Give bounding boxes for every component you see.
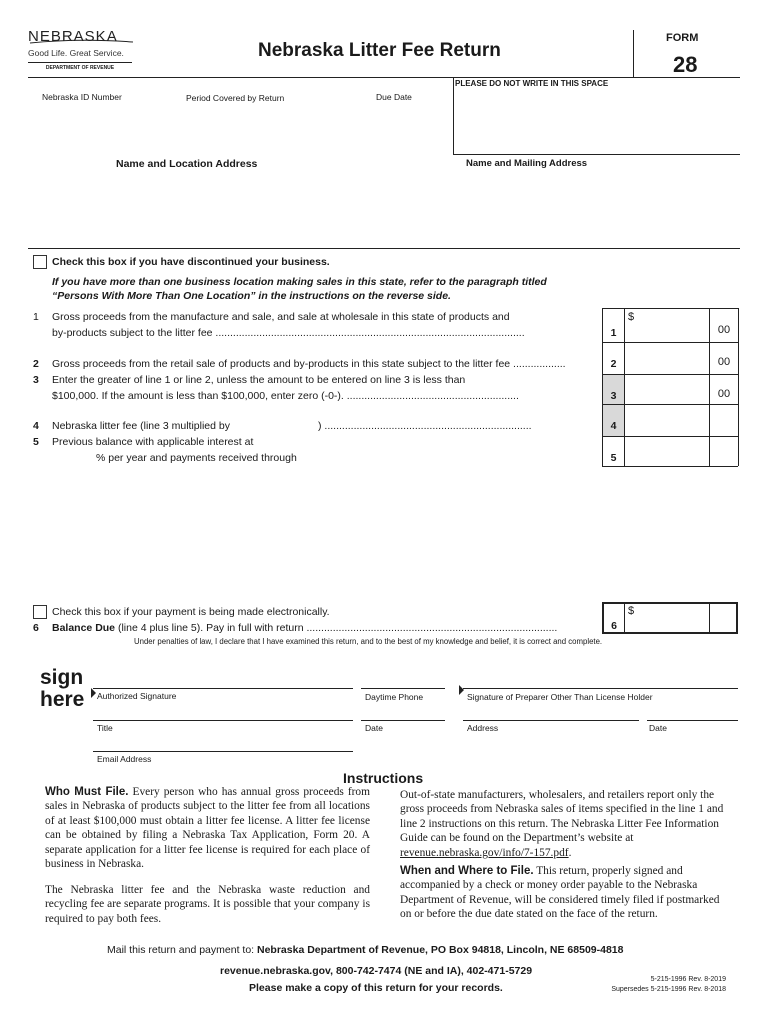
line6-bold: Balance Due [52,622,116,634]
address-field[interactable] [465,702,637,720]
guide-link[interactable]: revenue.nebraska.gov/info/7-157.pdf [400,846,569,859]
line6-number: 6 [33,622,39,634]
line4-rate-field[interactable] [246,418,316,432]
name-mailing-label: Name and Mailing Address [466,158,588,169]
line2-number: 2 [33,358,39,370]
name-location-label: Name and Location Address [116,158,258,170]
email-label: Email Address [97,754,152,764]
name-location-field[interactable] [40,172,440,242]
page-title: Nebraska Litter Fee Return [258,40,501,61]
line4-text-a: Nebraska litter fee (line 3 multiplied by [52,420,230,432]
preparer-sig-arrow-icon [459,685,464,695]
logo-tagline: Good Life. Great Service. [28,48,124,58]
contact-line: revenue.nebraska.gov, 800-742-7474 (NE and IA), 402-471-5729 [220,965,533,977]
due-date-label: Due Date [376,92,412,102]
line3-number: 3 [33,374,39,386]
previous-balance-detail-area[interactable] [40,470,600,595]
line2-amount-field[interactable] [625,343,709,374]
line1-cents: 00 [717,324,731,336]
email-field[interactable] [95,734,351,751]
line5-number: 5 [33,436,39,448]
line3-amount-field[interactable] [625,375,709,404]
phone-field[interactable] [363,668,445,688]
who-must-file-text: Every person who has annual gross proceeds from sales in Nebraska of products subject to the litter fee from all locations of at least $100,000 must obtain a litter fee license. A litter fee license can be obtained by filing a Nebraska Tax Application, Form 20. A separate application for a litter fee license is required for each place of business in Nebraska. [45,786,370,871]
electronic-payment-label: Check this box if your payment is being made electronically. [52,606,330,618]
out-of-state-paragraph [400,788,726,860]
line1-number: 1 [33,311,39,323]
logo-department: DEPARTMENT OF REVENUE [45,65,115,71]
discontinued-checkbox[interactable] [33,255,47,269]
line5-date-field[interactable] [314,450,414,464]
line5-text-b: % per year and payments received through [96,452,297,464]
line2-box-number: 2 [610,358,617,370]
auth-sig-arrow-icon [91,688,96,698]
when-where-text: This return, properly signed and accompanied by a check or money order payable to the Nebraska Department of Revenue, will be considered timely filed if postmarked on or before the due date stated on the face of the return. [400,865,720,921]
id-number-label: Nebraska ID Number [42,92,122,102]
mail-prefix: Mail this return and payment to: [107,944,255,956]
line5-box-number: 5 [610,452,617,464]
line4-box-number: 4 [610,420,617,432]
discontinued-label: Check this box if you have discontinued your business. [52,256,330,268]
line6-dollar-sign: $ [628,605,635,617]
logo-word: NEBRASKA [28,28,118,45]
line5-interest-field[interactable] [52,450,94,464]
nebraska-logo [28,28,136,71]
preparer-sig-field[interactable] [465,668,737,688]
line5-amount-field[interactable] [625,437,709,466]
line6-amount-field[interactable] [625,604,709,632]
title-field[interactable] [95,702,351,720]
line1-amount-field[interactable] [625,309,709,342]
line6-label [52,622,600,634]
period-label: Period Covered by Return [186,93,285,103]
when-where-heading: When and Where to File. [400,865,534,877]
sign-word: sign [40,666,84,689]
date2-label: Date [649,723,667,733]
form-label: FORM [666,32,699,44]
period-field[interactable] [184,104,364,144]
phone-label: Daytime Phone [365,692,424,702]
guide-link-period: . [568,846,572,859]
electronic-payment-checkbox[interactable] [33,605,47,619]
instructions-heading: Instructions [343,770,424,786]
when-where-paragraph [400,864,726,922]
auth-sig-field[interactable] [95,668,351,688]
separate-programs-paragraph: The Nebraska litter fee and the Nebraska waste reduction and recycling fee are separate programs. It is possible that your company is required to pay both fees. [45,884,370,925]
form-number: 28 [673,52,698,77]
line6-rest: (line 4 plus line 5). Pay in full with return ...................................................................................... [117,622,558,634]
date-label: Date [365,723,383,733]
line3-text-b: $100,000. If the amount is less than $100,000, enter zero (-0-). ........................................................... [52,390,519,402]
revision-note: 5-215-1996 Rev. 8-2019 [650,976,726,983]
out-of-state-text: Out-of-state manufacturers, wholesalers, and retailers report only the gross proceeds from Nebraska sales of items specified in the line 1 and line 2 instructions on this return. The Nebraska Litter Fee Information Guide can be found on the Department’s website at [400,789,724,845]
line3-text-a: Enter the greater of line 1 or line 2, unless the amount to be entered on line 3 is less than [52,374,466,386]
mail-address: Nebraska Department of Revenue, PO Box 94818, Lincoln, NE 68509-4818 [257,944,624,956]
line4-amount-field[interactable] [625,405,709,436]
do-not-write-label: PLEASE DO NOT WRITE IN THIS SPACE [455,79,609,88]
line1-dollar-sign: $ [628,311,635,323]
id-number-field[interactable] [40,104,170,144]
line4-number: 4 [33,420,39,432]
line2-text: Gross proceeds from the retail sale of products and by-products in this state subject to the litter fee .................. [52,358,566,370]
auth-sig-label: Authorized Signature [97,691,177,701]
due-date-field[interactable] [372,104,447,144]
line6-box-number: 6 [611,620,617,632]
name-mailing-field[interactable] [456,172,736,242]
multiple-location-note-2: “Persons With More Than One Location” in the instructions on the reverse side. [52,290,451,302]
address-label: Address [467,723,499,733]
line3-cents: 00 [717,388,731,400]
line4-text-b: ) ....................................................................... [318,420,532,432]
copy-reminder: Please make a copy of this return for your records. [249,982,503,994]
line2-cents: 00 [717,356,731,368]
logo-swoosh [28,39,136,45]
line1-text-a: Gross proceeds from the manufacture and sale, and sale at wholesale in this state of products and [52,311,510,323]
preparer-sig-label: Signature of Preparer Other Than License Holder [467,692,653,702]
supersedes-note: Supersedes 5-215-1996 Rev. 8-2018 [611,986,726,993]
date-field[interactable] [363,702,445,720]
mail-line [107,944,624,956]
line1-text-b: by-products subject to the litter fee .......................................................................................................... [52,327,525,339]
title-label: Title [97,723,113,733]
here-word: here [40,688,85,711]
line3-box-number: 3 [610,390,617,402]
who-must-file-heading: Who Must File. [45,786,129,798]
multiple-location-note-1: If you have more than one business location making sales in this state, refer to the paragraph titled [52,276,547,288]
line1-box-number: 1 [610,327,617,339]
date2-field[interactable] [649,702,737,720]
who-must-file-paragraph [45,785,370,871]
penalty-statement: Under penalties of law, I declare that I have examined this return, and to the best of my knowledge and belief, it is correct and complete. [134,637,603,646]
line5-text-a: Previous balance with applicable interest at [52,436,254,448]
